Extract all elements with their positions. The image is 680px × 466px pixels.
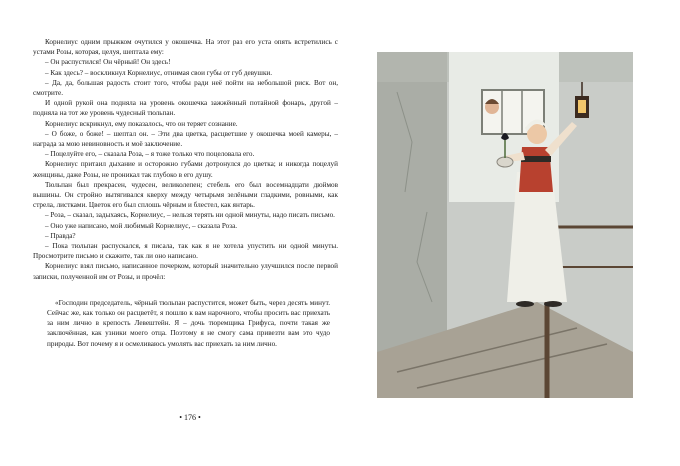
girl-shoe bbox=[544, 301, 562, 307]
paragraph: Тюльпан был прекрасен, чудесен, великолепен; стебель его был восемнадцати дюймов вышины. Он стройно вытягивался кверху между четырьмя зелёными гладкими, ровными, как стрела, листками. Цветок его был сплошь чёрным и блестел, как янтарь. bbox=[33, 180, 338, 210]
paragraph: – О боже, о боже! – шептал он. – Эти два цветка, расцветшие у окошечка моей камеры, – награда за мою невиновность и моё заключение. bbox=[33, 129, 338, 149]
girl-shoe bbox=[516, 301, 534, 307]
paragraph: – Пока тюльпан распускался, я писала, так как я не хотела упустить ни одной минуты. Просмотрите письмо и скажите, так ли оно написано. bbox=[33, 242, 338, 261]
paragraph: – Поцелуйте его, – сказала Роза, – я тоже только что поцеловала его. bbox=[45, 150, 255, 159]
paragraph: – Да, да, большая радость стоит того, чтобы ради неё пойти на небольшой риск. Вот он, смотрите. bbox=[33, 78, 338, 98]
paragraph: И одной рукой она подняла на уровень окошечка зажжённый потайной фонарь, другой – подняла на тот же уровень чудесный тюльпан. bbox=[33, 99, 338, 118]
paragraph: – Правда? bbox=[45, 231, 76, 240]
page-number: • 176 • bbox=[179, 413, 201, 422]
paragraph: Корнелиус одним прыжком очутился у окошечка. На этот раз его уста опять встретились с устами Розы, которая, целуя, шептала ему: bbox=[33, 38, 338, 57]
paragraph: – Роза, – сказал, задыхаясь, Корнелиус, – нельзя терять ни одной минуты, надо писать письмо. bbox=[45, 211, 335, 220]
paragraph: Корнелиус притаил дыхание и осторожно губами дотронулся до цветка; и никогда поцелуй женщины, даже Розы, не проникал так глубоко в его душу. bbox=[33, 160, 338, 179]
illustration-painting bbox=[377, 52, 633, 398]
paragraph: – Он распустился! Он чёрный! Он здесь! bbox=[45, 58, 171, 67]
paragraph: Корнелиус взял письмо, написанное почерком, который значительно улучшился после первой записки, полученной им от Розы, и прочёл: bbox=[33, 262, 338, 281]
paragraph: – Как здесь? – воскликнул Корнелиус, отнимая свои губы от губ девушки. bbox=[45, 68, 273, 77]
illustration bbox=[377, 52, 633, 398]
girl-belt bbox=[521, 156, 551, 162]
text-page bbox=[33, 37, 338, 349]
tulip-pot bbox=[497, 157, 513, 167]
letter-quote: «Господин председатель, чёрный тюльпан распустится, может быть, через десять минут. Сейчас же, как только он расцветёт, я пошлю к вам нарочного, чтобы просить вас приехать за ним лично в крепость Левештейн. Я – дочь тюремщика Грифуса, почти такая же заключённая, как узники моего отца. Поэтому я не смогу сама привезти вам это чудо природы. Вот почему я и осмеливаюсь умолять вас приехать за ним лично. bbox=[47, 298, 330, 348]
paragraph: Корнелиус вскрикнул, ему показалось, что он теряет сознание. bbox=[45, 119, 238, 128]
paragraph: – Оно уже написано, мой любимый Корнелиус, – сказала Роза. bbox=[45, 221, 238, 230]
girl-bodice bbox=[519, 147, 553, 192]
lantern-light bbox=[578, 100, 586, 113]
